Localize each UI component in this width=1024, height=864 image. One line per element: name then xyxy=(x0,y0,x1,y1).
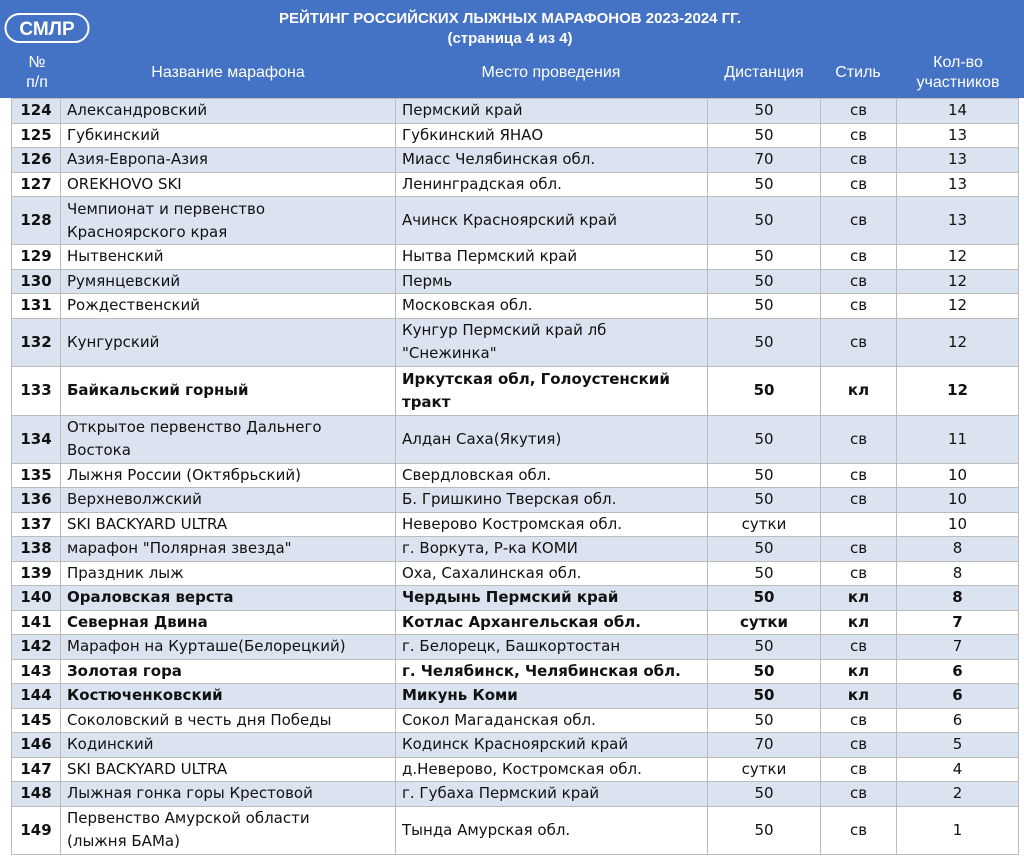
cell-place: Микунь Коми xyxy=(396,684,708,709)
cell-distance: 50 xyxy=(708,537,821,562)
cell-num: 134 xyxy=(12,415,61,463)
table-row xyxy=(12,537,1019,562)
cell-place: Губкинский ЯНАО xyxy=(396,123,708,148)
cell-distance: 50 xyxy=(708,415,821,463)
cell-style: св xyxy=(821,782,897,807)
cell-distance: 50 xyxy=(708,318,821,366)
cell-count: 5 xyxy=(897,733,1019,758)
cell-distance: 50 xyxy=(708,708,821,733)
cell-num: 125 xyxy=(12,123,61,148)
table-row xyxy=(12,318,1019,366)
cell-distance: сутки xyxy=(708,757,821,782)
cell-count: 12 xyxy=(897,245,1019,270)
cell-place: Кунгур Пермский край лб "Снежинка" xyxy=(396,318,708,366)
cell-distance: 50 xyxy=(708,99,821,124)
cell-count: 4 xyxy=(897,757,1019,782)
table-row xyxy=(12,757,1019,782)
table-row xyxy=(12,269,1019,294)
cell-style: кл xyxy=(821,586,897,611)
column-header-name: Название марафона xyxy=(151,64,305,81)
cell-num: 128 xyxy=(12,197,61,245)
cell-place: Б. Гришкино Тверская обл. xyxy=(396,488,708,513)
cell-distance: 50 xyxy=(708,635,821,660)
cell-count: 13 xyxy=(897,123,1019,148)
cell-count: 13 xyxy=(897,197,1019,245)
column-header-style: Стиль xyxy=(835,64,881,81)
cell-name: Северная Двина xyxy=(61,610,396,635)
cell-place: Неверово Костромская обл. xyxy=(396,512,708,537)
table-row xyxy=(12,172,1019,197)
cell-name: Губкинский xyxy=(61,123,396,148)
cell-name: Золотая гора xyxy=(61,659,396,684)
cell-num: 130 xyxy=(12,269,61,294)
cell-distance: сутки xyxy=(708,610,821,635)
cell-style: св xyxy=(821,463,897,488)
cell-count: 12 xyxy=(897,269,1019,294)
cell-place: Тында Амурская обл. xyxy=(396,806,708,854)
cell-style: св xyxy=(821,635,897,660)
cell-count: 10 xyxy=(897,512,1019,537)
column-header-distance: Дистанция xyxy=(724,64,804,81)
cell-place: Пермский край xyxy=(396,99,708,124)
cell-distance: 50 xyxy=(708,269,821,294)
cell-name: марафон "Полярная звезда" xyxy=(61,537,396,562)
cell-num: 149 xyxy=(12,806,61,854)
cell-style: св xyxy=(821,537,897,562)
table-row xyxy=(12,148,1019,173)
cell-name: Первенство Амурской области (лыжня БАМа) xyxy=(61,806,396,854)
table-row xyxy=(12,733,1019,758)
table-row xyxy=(12,99,1019,124)
cell-name: Чемпионат и первенство Красноярского края xyxy=(61,197,396,245)
cell-place: Московская обл. xyxy=(396,294,708,319)
cell-name: Открытое первенство Дальнего Востока xyxy=(61,415,396,463)
table-row xyxy=(12,488,1019,513)
cell-style: св xyxy=(821,708,897,733)
table-row xyxy=(12,245,1019,270)
cell-distance: сутки xyxy=(708,512,821,537)
cell-name: Кунгурский xyxy=(61,318,396,366)
cell-style: св xyxy=(821,197,897,245)
cell-style xyxy=(821,512,897,537)
table-row xyxy=(12,782,1019,807)
cell-style: св xyxy=(821,757,897,782)
cell-distance: 50 xyxy=(708,294,821,319)
cell-num: 135 xyxy=(12,463,61,488)
cell-name: Азия-Европа-Азия xyxy=(61,148,396,173)
smlr-logo xyxy=(4,12,90,44)
cell-place: Оха, Сахалинская обл. xyxy=(396,561,708,586)
cell-place: Сокол Магаданская обл. xyxy=(396,708,708,733)
page-title: РЕЙТИНГ РОССИЙСКИХ ЛЫЖНЫХ МАРАФОНОВ 2023-2024 ГГ. xyxy=(279,10,741,27)
page-subtitle: (страница 4 из 4) xyxy=(447,30,573,47)
cell-name: Лыжня России (Октябрьский) xyxy=(61,463,396,488)
cell-place: Алдан Саха(Якутия) xyxy=(396,415,708,463)
cell-count: 7 xyxy=(897,610,1019,635)
cell-style: св xyxy=(821,488,897,513)
cell-num: 141 xyxy=(12,610,61,635)
cell-style: св xyxy=(821,318,897,366)
table-row xyxy=(12,561,1019,586)
cell-style: св xyxy=(821,269,897,294)
cell-num: 145 xyxy=(12,708,61,733)
cell-count: 6 xyxy=(897,659,1019,684)
cell-num: 124 xyxy=(12,99,61,124)
cell-place: Кодинск Красноярский край xyxy=(396,733,708,758)
table-row xyxy=(12,806,1019,854)
cell-num: 143 xyxy=(12,659,61,684)
cell-distance: 50 xyxy=(708,123,821,148)
cell-distance: 50 xyxy=(708,586,821,611)
cell-distance: 50 xyxy=(708,488,821,513)
cell-place: Чердынь Пермский край xyxy=(396,586,708,611)
table-row xyxy=(12,610,1019,635)
cell-count: 8 xyxy=(897,561,1019,586)
cell-num: 146 xyxy=(12,733,61,758)
cell-place: Свердловская обл. xyxy=(396,463,708,488)
cell-name: Ораловская верста xyxy=(61,586,396,611)
cell-style: св xyxy=(821,123,897,148)
table-row xyxy=(12,366,1019,415)
cell-place: Пермь xyxy=(396,269,708,294)
cell-count: 13 xyxy=(897,148,1019,173)
cell-style: св xyxy=(821,806,897,854)
logo-text: СМЛР xyxy=(19,19,75,40)
cell-place: Миасс Челябинская обл. xyxy=(396,148,708,173)
cell-count: 6 xyxy=(897,684,1019,709)
cell-style: кл xyxy=(821,684,897,709)
cell-num: 129 xyxy=(12,245,61,270)
cell-style: св xyxy=(821,294,897,319)
cell-name: Марафон на Курташе(Белорецкий) xyxy=(61,635,396,660)
table-row xyxy=(12,586,1019,611)
cell-count: 12 xyxy=(897,294,1019,319)
cell-distance: 70 xyxy=(708,148,821,173)
column-header-count: Кол-во участников xyxy=(916,54,1000,91)
cell-num: 139 xyxy=(12,561,61,586)
cell-place: г. Губаха Пермский край xyxy=(396,782,708,807)
table-row xyxy=(12,512,1019,537)
cell-num: 138 xyxy=(12,537,61,562)
cell-num: 127 xyxy=(12,172,61,197)
cell-name: OREKHOVO SKI xyxy=(61,172,396,197)
column-header-place: Место проведения xyxy=(481,64,621,81)
cell-style: св xyxy=(821,415,897,463)
cell-name: Костюченковский xyxy=(61,684,396,709)
cell-num: 144 xyxy=(12,684,61,709)
cell-distance: 50 xyxy=(708,245,821,270)
cell-count: 2 xyxy=(897,782,1019,807)
cell-place: г. Челябинск, Челябинская обл. xyxy=(396,659,708,684)
cell-place: г. Воркута, Р-ка КОМИ xyxy=(396,537,708,562)
cell-count: 1 xyxy=(897,806,1019,854)
cell-distance: 50 xyxy=(708,782,821,807)
cell-name: Румянцевский xyxy=(61,269,396,294)
cell-name: Байкальский горный xyxy=(61,366,396,415)
cell-count: 8 xyxy=(897,537,1019,562)
cell-count: 13 xyxy=(897,172,1019,197)
cell-name: SKI BACKYARD ULTRA xyxy=(61,757,396,782)
cell-style: св xyxy=(821,172,897,197)
cell-count: 7 xyxy=(897,635,1019,660)
cell-distance: 50 xyxy=(708,806,821,854)
cell-place: Ачинск Красноярский край xyxy=(396,197,708,245)
table-row xyxy=(12,197,1019,245)
cell-style: кл xyxy=(821,659,897,684)
table-row xyxy=(12,684,1019,709)
cell-name: Кодинский xyxy=(61,733,396,758)
table-row xyxy=(12,635,1019,660)
cell-name: Соколовский в честь дня Победы xyxy=(61,708,396,733)
table-header-band xyxy=(0,0,1024,98)
cell-style: св xyxy=(821,148,897,173)
table-row xyxy=(12,659,1019,684)
cell-num: 137 xyxy=(12,512,61,537)
cell-distance: 50 xyxy=(708,197,821,245)
cell-count: 11 xyxy=(897,415,1019,463)
cell-distance: 50 xyxy=(708,463,821,488)
cell-place: Котлас Архангельская обл. xyxy=(396,610,708,635)
cell-num: 142 xyxy=(12,635,61,660)
marathon-rating-table xyxy=(11,98,1019,855)
cell-num: 133 xyxy=(12,366,61,415)
cell-count: 12 xyxy=(897,318,1019,366)
cell-place: Ленинградская обл. xyxy=(396,172,708,197)
cell-distance: 50 xyxy=(708,659,821,684)
table-row xyxy=(12,708,1019,733)
cell-style: кл xyxy=(821,610,897,635)
cell-name: Праздник лыж xyxy=(61,561,396,586)
cell-name: Рождественский xyxy=(61,294,396,319)
cell-place: Иркутская обл, Голоустенский тракт xyxy=(396,366,708,415)
cell-place: Нытва Пермский край xyxy=(396,245,708,270)
cell-count: 8 xyxy=(897,586,1019,611)
cell-name: Верхневолжский xyxy=(61,488,396,513)
cell-num: 140 xyxy=(12,586,61,611)
cell-num: 132 xyxy=(12,318,61,366)
cell-style: св xyxy=(821,733,897,758)
cell-num: 147 xyxy=(12,757,61,782)
cell-distance: 50 xyxy=(708,684,821,709)
cell-count: 10 xyxy=(897,463,1019,488)
cell-count: 6 xyxy=(897,708,1019,733)
cell-name: Нытвенский xyxy=(61,245,396,270)
cell-name: Лыжная гонка горы Крестовой xyxy=(61,782,396,807)
cell-count: 12 xyxy=(897,366,1019,415)
table-row xyxy=(12,294,1019,319)
cell-distance: 50 xyxy=(708,561,821,586)
cell-num: 131 xyxy=(12,294,61,319)
cell-count: 14 xyxy=(897,99,1019,124)
column-header-num: № п/п xyxy=(26,54,48,91)
cell-place: д.Неверово, Костромская обл. xyxy=(396,757,708,782)
cell-style: св xyxy=(821,561,897,586)
cell-style: кл xyxy=(821,366,897,415)
cell-distance: 50 xyxy=(708,172,821,197)
cell-place: г. Белорецк, Башкортостан xyxy=(396,635,708,660)
cell-num: 126 xyxy=(12,148,61,173)
cell-name: SKI BACKYARD ULTRA xyxy=(61,512,396,537)
cell-distance: 50 xyxy=(708,366,821,415)
cell-num: 136 xyxy=(12,488,61,513)
cell-name: Александровский xyxy=(61,99,396,124)
cell-distance: 70 xyxy=(708,733,821,758)
cell-count: 10 xyxy=(897,488,1019,513)
cell-style: св xyxy=(821,99,897,124)
table-row xyxy=(12,415,1019,463)
table-row xyxy=(12,463,1019,488)
cell-style: св xyxy=(821,245,897,270)
cell-num: 148 xyxy=(12,782,61,807)
table-row xyxy=(12,123,1019,148)
